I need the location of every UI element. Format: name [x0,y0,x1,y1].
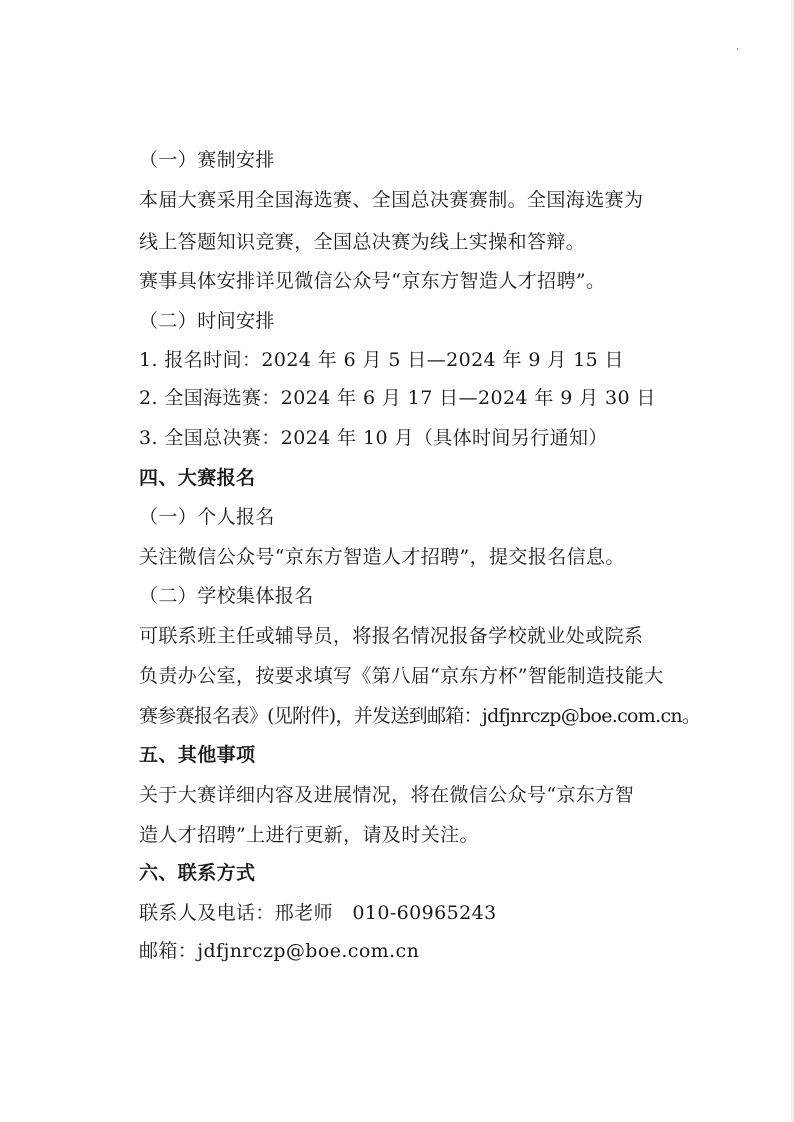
schedule-item-preliminary: 2. 全国海选赛：2024 年 6 月 17 日—2024 年 9 月 30 日 [139,387,656,409]
subsection-heading-format: （一）赛制安排 [139,149,275,171]
paragraph-line: 关注微信公众号“京东方智造人才招聘”，提交报名信息。 [139,546,625,568]
subsection-heading-schedule: （二）时间安排 [139,310,275,332]
section-heading-registration: 四、大赛报名 [139,467,256,489]
paragraph-line: 线上答题知识竞赛，全国总决赛为线上实操和答辩。 [139,231,586,253]
schedule-item-registration: 1. 报名时间：2024 年 6 月 5 日—2024 年 9 月 15 日 [139,349,624,371]
subsection-heading-school: （二）学校集体报名 [139,585,314,607]
paragraph-line-email: 赛参赛报名表》(见附件)，并发送到邮箱：jdfjnrczp@boe.com.cn。 [139,705,701,727]
paragraph-line: 本届大赛采用全国海选赛、全国总决赛赛制。全国海选赛为 [139,189,644,211]
paragraph-line: 赛事具体安排详见微信公众号“京东方智造人才招聘”。 [139,270,606,292]
paragraph-line: 负责办公室，按要求填写《第八届“京东方杯”智能制造技能大 [139,665,664,687]
section-heading-contact: 六、联系方式 [139,862,256,884]
contact-email-line: 邮箱：jdfjnrczp@boe.com.cn [139,940,420,962]
schedule-item-final: 3. 全国总决赛：2024 年 10 月（具体时间另行通知） [139,427,608,449]
section-heading-other: 五、其他事项 [139,744,256,766]
paragraph-line: 关于大赛详细内容及进展情况，将在微信公众号“京东方智 [139,784,635,806]
contact-phone-line: 联系人及电话：邢老师 010-60965243 [139,902,497,924]
paragraph-line: 可联系班主任或辅导员，将报名情况报备学校就业处或院系 [139,625,644,647]
subsection-heading-individual: （一）个人报名 [139,506,275,528]
paragraph-line: 造人才招聘”上进行更新，请及时关注。 [139,824,479,846]
scan-speck [737,48,738,50]
